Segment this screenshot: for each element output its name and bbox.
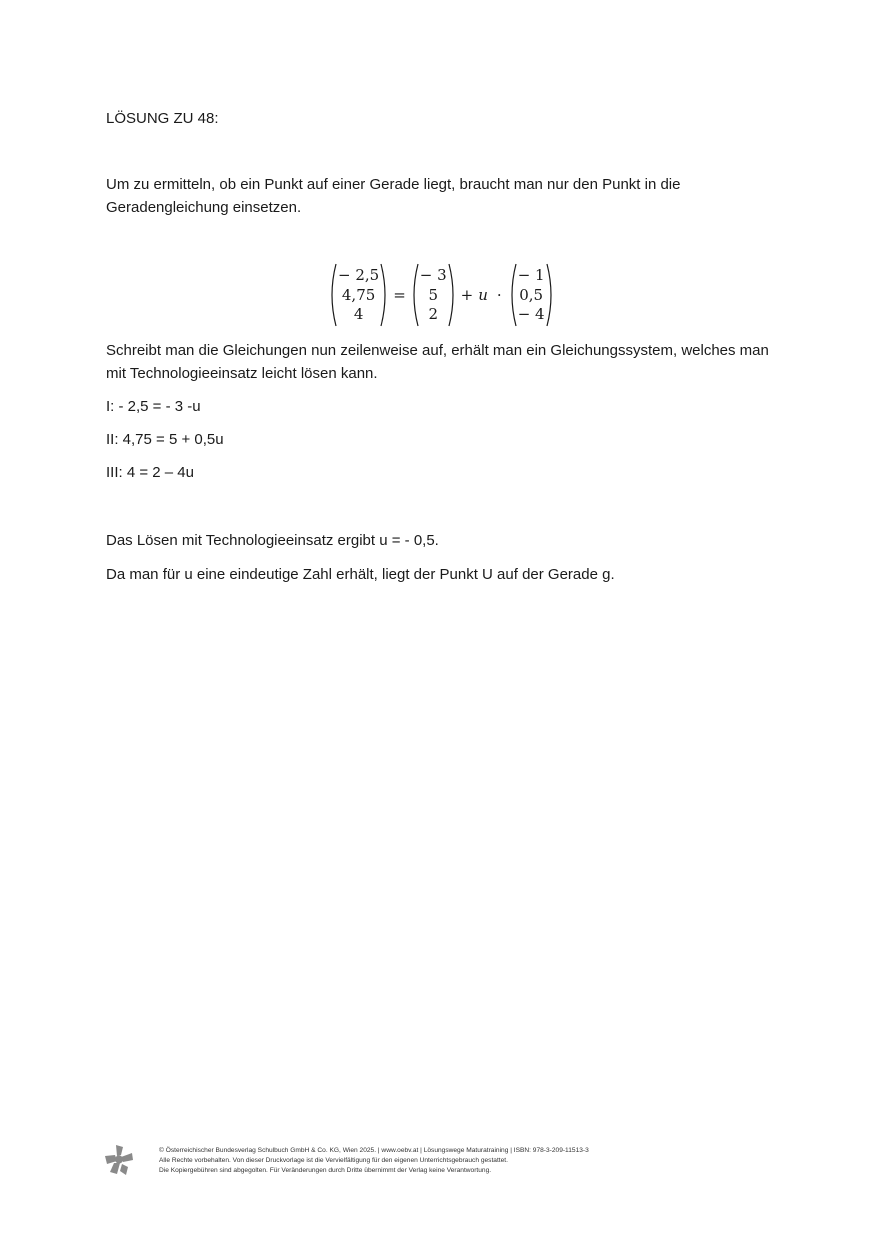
vector-entry: 0,5 — [519, 285, 544, 304]
left-paren — [508, 263, 517, 327]
support-vector — [410, 262, 457, 328]
equals-sign: = — [393, 286, 406, 304]
solution-heading: LÖSUNG ZU 48: — [106, 110, 219, 127]
right-paren — [448, 263, 457, 327]
conclusion-paragraph: Da man für u eine eindeutige Zahl erhält, liegt der Punkt U auf der Gerade g. — [106, 566, 615, 583]
result-paragraph: Das Lösen mit Technologieeinsatz ergibt u = - 0,5. — [106, 532, 439, 549]
footer-line: Die Kopiergebühren sind abgegolten. Für Veränderungen durch Dritte übernimmt der Verlag keine Verantwortung. — [159, 1167, 492, 1174]
equation-line-1: I: - 2,5 = - 3 -u — [106, 398, 201, 415]
vector-entry: − 3 — [419, 266, 447, 284]
vector-equation — [328, 262, 555, 328]
direction-vector — [508, 262, 555, 328]
equation-line-3: III: 4 = 2 – 4u — [106, 464, 194, 481]
vector-entry: − 2,5 — [338, 266, 380, 284]
equation-line-2: II: 4,75 = 5 + 0,5u — [106, 431, 224, 448]
vector-entry: 4 — [353, 305, 364, 323]
footer-line: Alle Rechte vorbehalten. Von dieser Druckvorlage ist die Vervielfältigung für den eigenen Unterrichtsgebrauch gestattet. — [159, 1157, 508, 1164]
intro-paragraph: Um zu ermitteln, ob ein Punkt auf einer Gerade liegt, braucht man nur den Punkt in die Geradengleichung einsetzen. — [106, 176, 681, 216]
vector-entry: − 4 — [517, 305, 545, 323]
publisher-logo-icon — [104, 1144, 134, 1176]
description-paragraph: Schreibt man die Gleichungen nun zeilenweise auf, erhält man ein Gleichungssystem, welches man mit Technologieeinsatz leicht lösen kann. — [106, 342, 769, 382]
left-paren — [328, 263, 337, 327]
vector-entry: 4,75 — [341, 285, 376, 304]
point-vector — [328, 262, 389, 328]
right-paren — [380, 263, 389, 327]
vector-entry: 2 — [428, 305, 438, 323]
plus-sign: + — [460, 286, 474, 304]
footer-line: © Österreichischer Bundesverlag Schulbuch GmbH & Co. KG, Wien 2025. | www.oebv.at | Lösungswege Maturatraining | ISBN: 978-3-209-11513-3 — [159, 1147, 589, 1154]
vector-entry: 5 — [428, 285, 438, 304]
footer-copyright — [159, 1146, 589, 1176]
right-paren — [546, 263, 555, 327]
vector-entry: − 1 — [517, 266, 545, 284]
parameter-u: u — [478, 286, 488, 304]
left-paren — [410, 263, 419, 327]
multiply-dot: · — [496, 286, 502, 304]
